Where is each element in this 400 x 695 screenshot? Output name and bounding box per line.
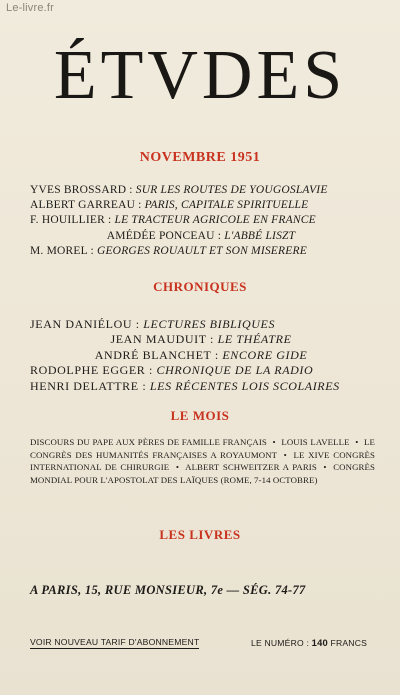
chronique-title: CHRONIQUE DE LA RADIO (156, 363, 314, 378)
bullet: • (323, 462, 327, 473)
article-title: PARIS, CAPITALE SPIRITUELLE (144, 199, 309, 212)
bullet: • (272, 437, 276, 447)
article-title: L'ABBÉ LISZT (224, 229, 296, 242)
chronique-line (30, 332, 372, 347)
article-author: AMÉDÉE PONCEAU : (106, 229, 222, 242)
article-author: F. HOUILLIER : (30, 214, 112, 227)
article-line (30, 229, 372, 244)
chronique-title: ENCORE GIDE (222, 347, 308, 362)
chroniques-list (30, 317, 372, 394)
articles-list (30, 183, 372, 259)
chronique-line (30, 379, 372, 394)
article-author: ALBERT GARREAU : (30, 199, 142, 212)
mois-item: LE CONGRÈS DES HUMANITÉS FRANÇAISES A ROYAUMONT (30, 437, 375, 460)
mois-item: ALBERT SCHWEITZER A PARIS (185, 462, 317, 473)
price-value: 140 (311, 637, 328, 648)
chronique-title: LECTURES BIBLIQUES (143, 317, 276, 331)
mois-item: LE XIVE CONGRÈS INTERNATIONAL DE CHIRURGIE (30, 449, 375, 473)
bullet: • (175, 462, 180, 473)
section-heading-chroniques: CHRONIQUES (153, 279, 247, 294)
chronique-author: HENRI DELATTRE : (30, 378, 147, 393)
bullet: • (355, 437, 359, 447)
article-line (30, 198, 372, 213)
masthead-title: ÉTVDES (53, 37, 347, 114)
chronique-author: RODOLPHE EGGER : (30, 363, 153, 378)
le-mois-text (30, 436, 375, 486)
article-line (30, 213, 372, 228)
article-title: LE TRACTEUR AGRICOLE EN FRANCE (114, 214, 316, 227)
section-heading-le-mois: LE MOIS (170, 408, 230, 423)
chronique-author: JEAN MAUDUIT : (110, 332, 214, 347)
chronique-title: LES RÉCENTES LOIS SCOLAIRES (149, 378, 340, 393)
chronique-line (30, 363, 372, 378)
article-author: M. MOREL : (30, 244, 94, 257)
chronique-line (30, 348, 372, 363)
bullet: • (283, 449, 287, 460)
subscription-note: VOIR NOUVEAU TARIF D'ABONNEMENT (30, 637, 200, 647)
mois-item: DISCOURS DU PAPE AUX PÈRES DE FAMILLE FRANÇAIS (30, 437, 267, 447)
section-heading-les-livres: LES LIVRES (159, 527, 241, 542)
chronique-title: LE THÉATRE (217, 332, 292, 347)
watermark: Le-livre.fr (6, 2, 55, 14)
price-label: LE NUMÉRO : (251, 638, 310, 648)
mois-item: LOUIS LAVELLE (281, 437, 350, 447)
chronique-line (30, 317, 372, 332)
article-title: GEORGES ROUAULT ET SON MISERERE (96, 244, 307, 257)
issue-price (251, 637, 367, 648)
mois-item: CONGRÈS MONDIAL POUR L'APOSTOLAT DES LAÏQUES (ROME, 7-14 OCTOBRE) (30, 462, 375, 485)
chronique-author: JEAN DANIÉLOU : (30, 317, 140, 331)
publisher-address: A PARIS, 15, RUE MONSIEUR, 7e — SÉG. 74-77 (30, 583, 306, 597)
chronique-author: ANDRÉ BLANCHET : (94, 347, 219, 362)
article-line (30, 244, 372, 259)
price-unit: FRANCS (330, 638, 368, 648)
article-line (30, 183, 372, 198)
article-author: YVES BROSSARD : (30, 184, 133, 196)
article-title: SUR LES ROUTES DE YOUGOSLAVIE (135, 184, 328, 196)
issue-date: NOVEMBRE 1951 (139, 150, 261, 165)
